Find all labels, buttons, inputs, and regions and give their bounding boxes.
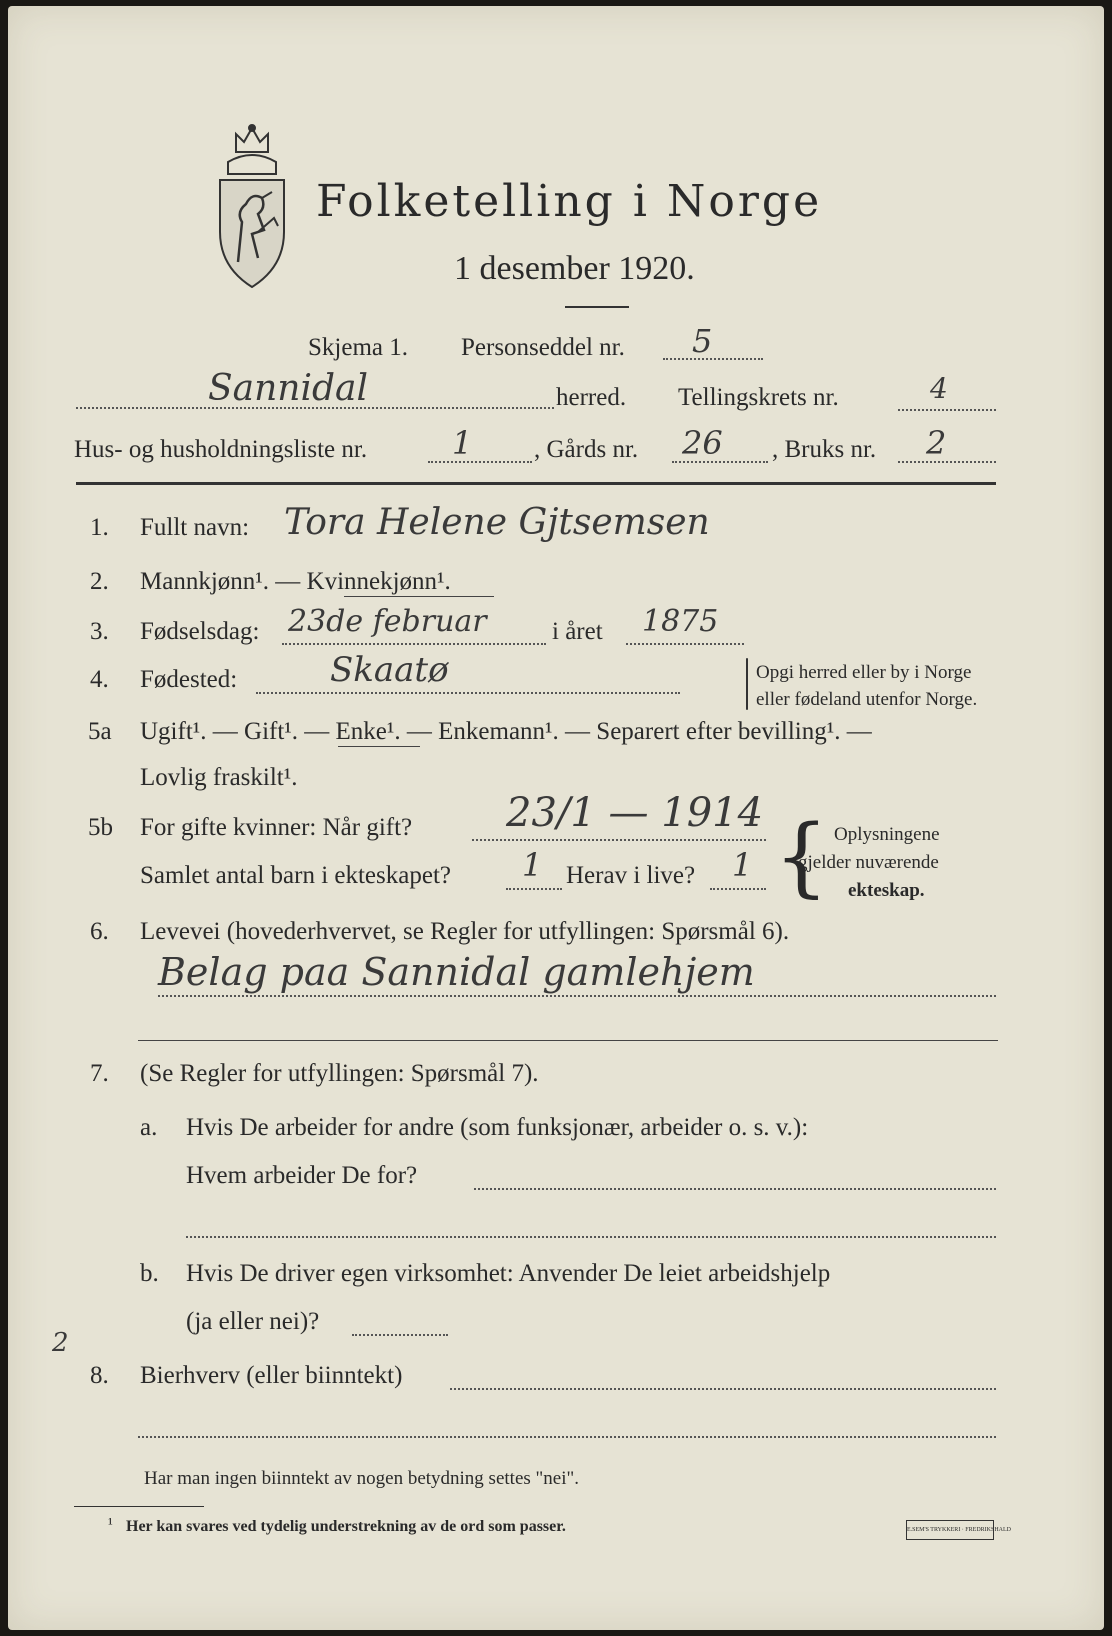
q1-number: 1. (90, 514, 109, 541)
q4-note-line2: eller fødeland utenfor Norge. (756, 689, 978, 710)
q8-number: 8. (90, 1362, 109, 1389)
q5b-note-line1: Oplysningene (834, 824, 940, 845)
q5a-label-line2: Lovlig fraskilt¹. (140, 764, 298, 791)
q5b-alive-label: Herav i live? (566, 862, 696, 889)
coat-of-arms-emblem (206, 122, 298, 292)
q4-note-line1: Opgi herred eller by i Norge (756, 662, 972, 683)
bruks-label: , Bruks nr. (772, 436, 877, 463)
birthday-value: 23de februar (288, 604, 487, 639)
q7a-label-line2: Hvem arbeider De for? (186, 1162, 418, 1189)
form-title: Folketelling i Norge (316, 176, 823, 227)
q7-label: (Se Regler for utfyllingen: Spørsmål 7). (140, 1060, 539, 1087)
marriage-date-value: 23/1 — 1914 (506, 790, 764, 836)
q3-label: Fødselsdag: (140, 618, 260, 645)
q7b-label-line2: (ja eller nei)? (186, 1308, 320, 1335)
q7b-label: Hvis De driver egen virksomhet: Anvender De leiet arbeidshjelp (186, 1260, 831, 1287)
gards-value: 26 (682, 424, 723, 462)
occupation-value: Belag paa Sannidal gamlehjem (158, 950, 755, 994)
gards-label: , Gårds nr. (534, 436, 639, 463)
birthplace-value: Skaatø (330, 650, 449, 690)
q4-label: Fødested: (140, 666, 238, 693)
printer-stamp: E.SEM'S TRYKKERI · FREDRIKSHALD (906, 1520, 994, 1540)
q5a-number: 5a (88, 718, 112, 745)
q5b-note-line2: gjelder nuværende (798, 852, 939, 873)
q8-label: Bierhverv (eller biinntekt) (140, 1362, 403, 1389)
q7a-label: Hvis De arbeider for andre (som funksjonær, arbeider o. s. v.): (186, 1114, 809, 1141)
q6-number: 6. (90, 918, 109, 945)
q7b-letter: b. (140, 1260, 159, 1287)
bruks-value: 2 (926, 424, 947, 462)
tellingskrets-label: Tellingskrets nr. (678, 384, 839, 411)
q5b-number: 5b (88, 814, 113, 841)
footnote-text: Her kan svares ved tydelig understrekning av de ord som passer. (126, 1518, 566, 1535)
footnote-mark: ¹ (108, 1516, 113, 1533)
biinntekt-note: Har man ingen biinntekt av nogen betydning settes "nei". (144, 1468, 579, 1489)
birth-year-value: 1875 (642, 604, 719, 639)
q7-number: 7. (90, 1060, 109, 1087)
q2-number: 2. (90, 568, 109, 595)
q3-number: 3. (90, 618, 109, 645)
personseddel-value: 5 (692, 322, 713, 360)
q2-label: Mannkjønn¹. — Kvinnekjønn¹. (140, 568, 451, 595)
census-form-page: Folketelling i Norge 1 desember 1920. Skjema 1. Personseddel nr. 5 Sannidal herred. Tellingskrets nr. 4 Hus- og husholdningsliste nr. 1 , Gårds nr. 26 , Bruks nr. 2 1. Fullt navn: Tora Helene Gjtsemsen 2. Mannkjønn¹. — Kvinnekjønn¹. 3. Fødselsdag: 23de februar i året 1875 4. Fødested: Skaatø Opgi herred eller by i Norge eller fødeland utenfor Norge. 5a Ugift¹. — Gift¹. — Enke¹. — Enkemann¹. — Separert efter bevilling¹. — Lovlig fraskilt¹. 5b For gifte kvinner: Når gift? 23/1 — 1914 Samlet antal barn i ekteskapet? 1 Herav i live? 1 { Oplysningene gjelder nuværende ekteskap. 6. Levevei (hovederhvervet, se Regler for utfyllingen: Spørsmål 6). Belag paa Sannidal gamlehjem 7. (Se Regler for utfyllingen: Spørsmål 7). a. Hvis De arbeider for andre (som funksjonær, arbeider o. s. v.): Hvem arbeider De for? b. Hvis De driver egen virksomhet: Anvender De leiet arbeidshjelp (ja eller nei)? 2 8. Bierhverv (eller biinntekt) Har man ingen biinntekt av nogen betydning settes "nei". ¹ Her kan svares ved tydelig understrekning av de ord som passer. E.SEM'S TRYKKERI · FREDRIKSHALD (8, 6, 1104, 1630)
children-count-value: 1 (522, 846, 543, 884)
q5b-note-line3: ekteskap. (848, 880, 925, 901)
herred-value: Sannidal (208, 368, 369, 409)
q1-label: Fullt navn: (140, 514, 250, 541)
q5b-children-label: Samlet antal barn i ekteskapet? (140, 862, 451, 889)
personseddel-label: Personseddel nr. (461, 334, 625, 361)
q3-year-label: i året (552, 618, 603, 645)
q4-number: 4. (90, 666, 109, 693)
q6-label: Levevei (hovederhvervet, se Regler for utfyllingen: Spørsmål 6). (140, 918, 790, 945)
schema-label: Skjema 1. (308, 334, 408, 361)
children-alive-value: 1 (732, 846, 753, 884)
q5a-label: Ugift¹. — Gift¹. — Enke¹. — Enkemann¹. — Separert efter bevilling¹. — (140, 718, 872, 745)
margin-mark: 2 (52, 1328, 69, 1358)
census-date: 1 desember 1920. (454, 250, 695, 287)
hus-label: Hus- og husholdningsliste nr. (74, 436, 368, 463)
hus-value: 1 (452, 424, 473, 462)
q7a-letter: a. (140, 1114, 158, 1141)
herred-label: herred. (556, 384, 627, 411)
full-name-value: Tora Helene Gjtsemsen (284, 502, 710, 543)
q5b-label: For gifte kvinner: Når gift? (140, 814, 413, 841)
tellingskrets-value: 4 (930, 372, 948, 405)
